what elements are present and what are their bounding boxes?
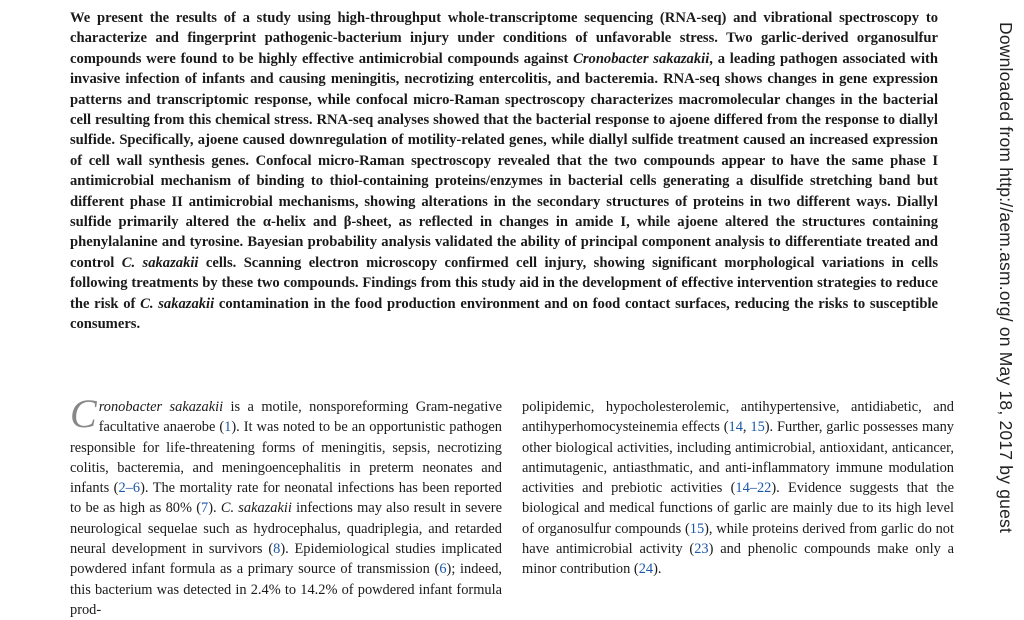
species-name: Cronobacter sakazakii xyxy=(573,50,710,67)
download-watermark xyxy=(986,0,1016,600)
species-name: C. sakazakii xyxy=(140,295,215,312)
drop-cap: C xyxy=(70,391,97,436)
citation-link[interactable]: 14 xyxy=(728,419,743,436)
abstract-paragraph: We present the results of a study using high-throughput whole-transcriptome sequencing (RNA-seq) and vibrational spectroscopy to characterize and fingerprint pathogenic-bacterium injury under conditions of unfavorable stress. Two garlic-derived organosulfur compounds were found to be highly effective antimicrobial compounds against Cronobacter sakazakii, a leading pathogen associated with invasive infection of infants and causing meningitis, necrotizing entercolitis, and bacteremia. RNA-seq shows changes in gene expression patterns and transcriptomic response, while confocal micro-Raman spectroscopy characterizes macromolecular changes in the bacterial cell resulting from this chemical stress. RNA-seq analyses showed that the bacterial response to ajoene differed from the response to diallyl sulfide. Specifically, ajoene caused downregulation of motility-related genes, while diallyl sulfide treatment caused an increased expression of cell wall synthesis genes. Confocal micro-Raman spectroscopy revealed that the two compounds appear to have the same phase I antimicrobial mechanism of binding to thiol-containing proteins/enzymes in bacterial cells generating a disulfide stretching band but different phase II antimicrobial mechanisms, showing alterations in the secondary structures of proteins in two different ways. Diallyl sulfide primarily altered the α-helix and β-sheet, as reflected in changes in amide I, while ajoene altered the structures containing phenylalanine and tyrosine. Bayesian probability analysis validated the ability of principal component analysis to differentiate treated and control C. sakazakii cells. Scanning electron microscopy confirmed cell injury, showing significant morphological variations in cells following treatments by these two compounds. Findings from this study aid in the development of effective intervention strategies to reduce the risk of C. sakazakii contamination in the food production environment and on food contact surfaces, reducing the risks to susceptible consumers. xyxy=(70,10,938,333)
citation-link[interactable]: 8 xyxy=(273,541,281,558)
citation-link[interactable]: 24 xyxy=(638,561,654,578)
species-name: C. sakazakii xyxy=(121,254,199,271)
citation-link[interactable]: 15 xyxy=(750,419,765,436)
citation-link[interactable]: 15 xyxy=(689,520,705,537)
body-column-right: polipidemic, hypocholesterolemic, antihypertensive, antidiabetic, and antihyperhomocysteinemia effects (14, 15). Further, garlic possesses many other biological activities, including antimicrobial, antioxidant, anticancer, antimutagenic, antiasthmatic, and anti-inflammatory immune modulation activities and prebiotic activities (14–22). Evidence suggests that the biological and medical functions of garlic are mainly due to its high level of organosulfur compounds (15), while proteins derived from garlic do not have antimicrobial activity (23) and phenolic compounds make only a minor contribution (24). xyxy=(522,399,954,578)
citation-link[interactable]: 23 xyxy=(694,541,709,558)
citation-link[interactable]: 2–6 xyxy=(118,480,141,497)
body-column-left: Cronobacter sakazakii is a motile, nonsporeforming Gram-negative facultative anaerobe (1). It was noted to be an opportunistic pathogen responsible for life-threatening forms of meningitis, sepsis, necrotizing colitis, bacteremia, and meningoencephalitis in preterm neonates and infants (2–6). The mortality rate for neonatal infections has been reported to be as high as 80% (7). C. sakazakii infections may also result in severe neurological sequelae such as hydrocephalus, quadriplegia, and retarded neural development in survivors (8). Epidemiological studies implicated powdered infant formula as a primary source of transmission (6); indeed, this bacterium was detected in 2.4% to 14.2% of powdered infant formula prod- xyxy=(70,391,502,618)
citation-link[interactable]: 1 xyxy=(224,419,232,436)
citation-link[interactable]: 7 xyxy=(201,500,209,517)
download-watermark-text: Downloaded from http://aem.asm.org/ on May 18, 2017 by guest xyxy=(996,22,1016,534)
citation-link[interactable]: 14–22 xyxy=(735,480,772,497)
citation-link[interactable]: 6 xyxy=(439,561,447,578)
